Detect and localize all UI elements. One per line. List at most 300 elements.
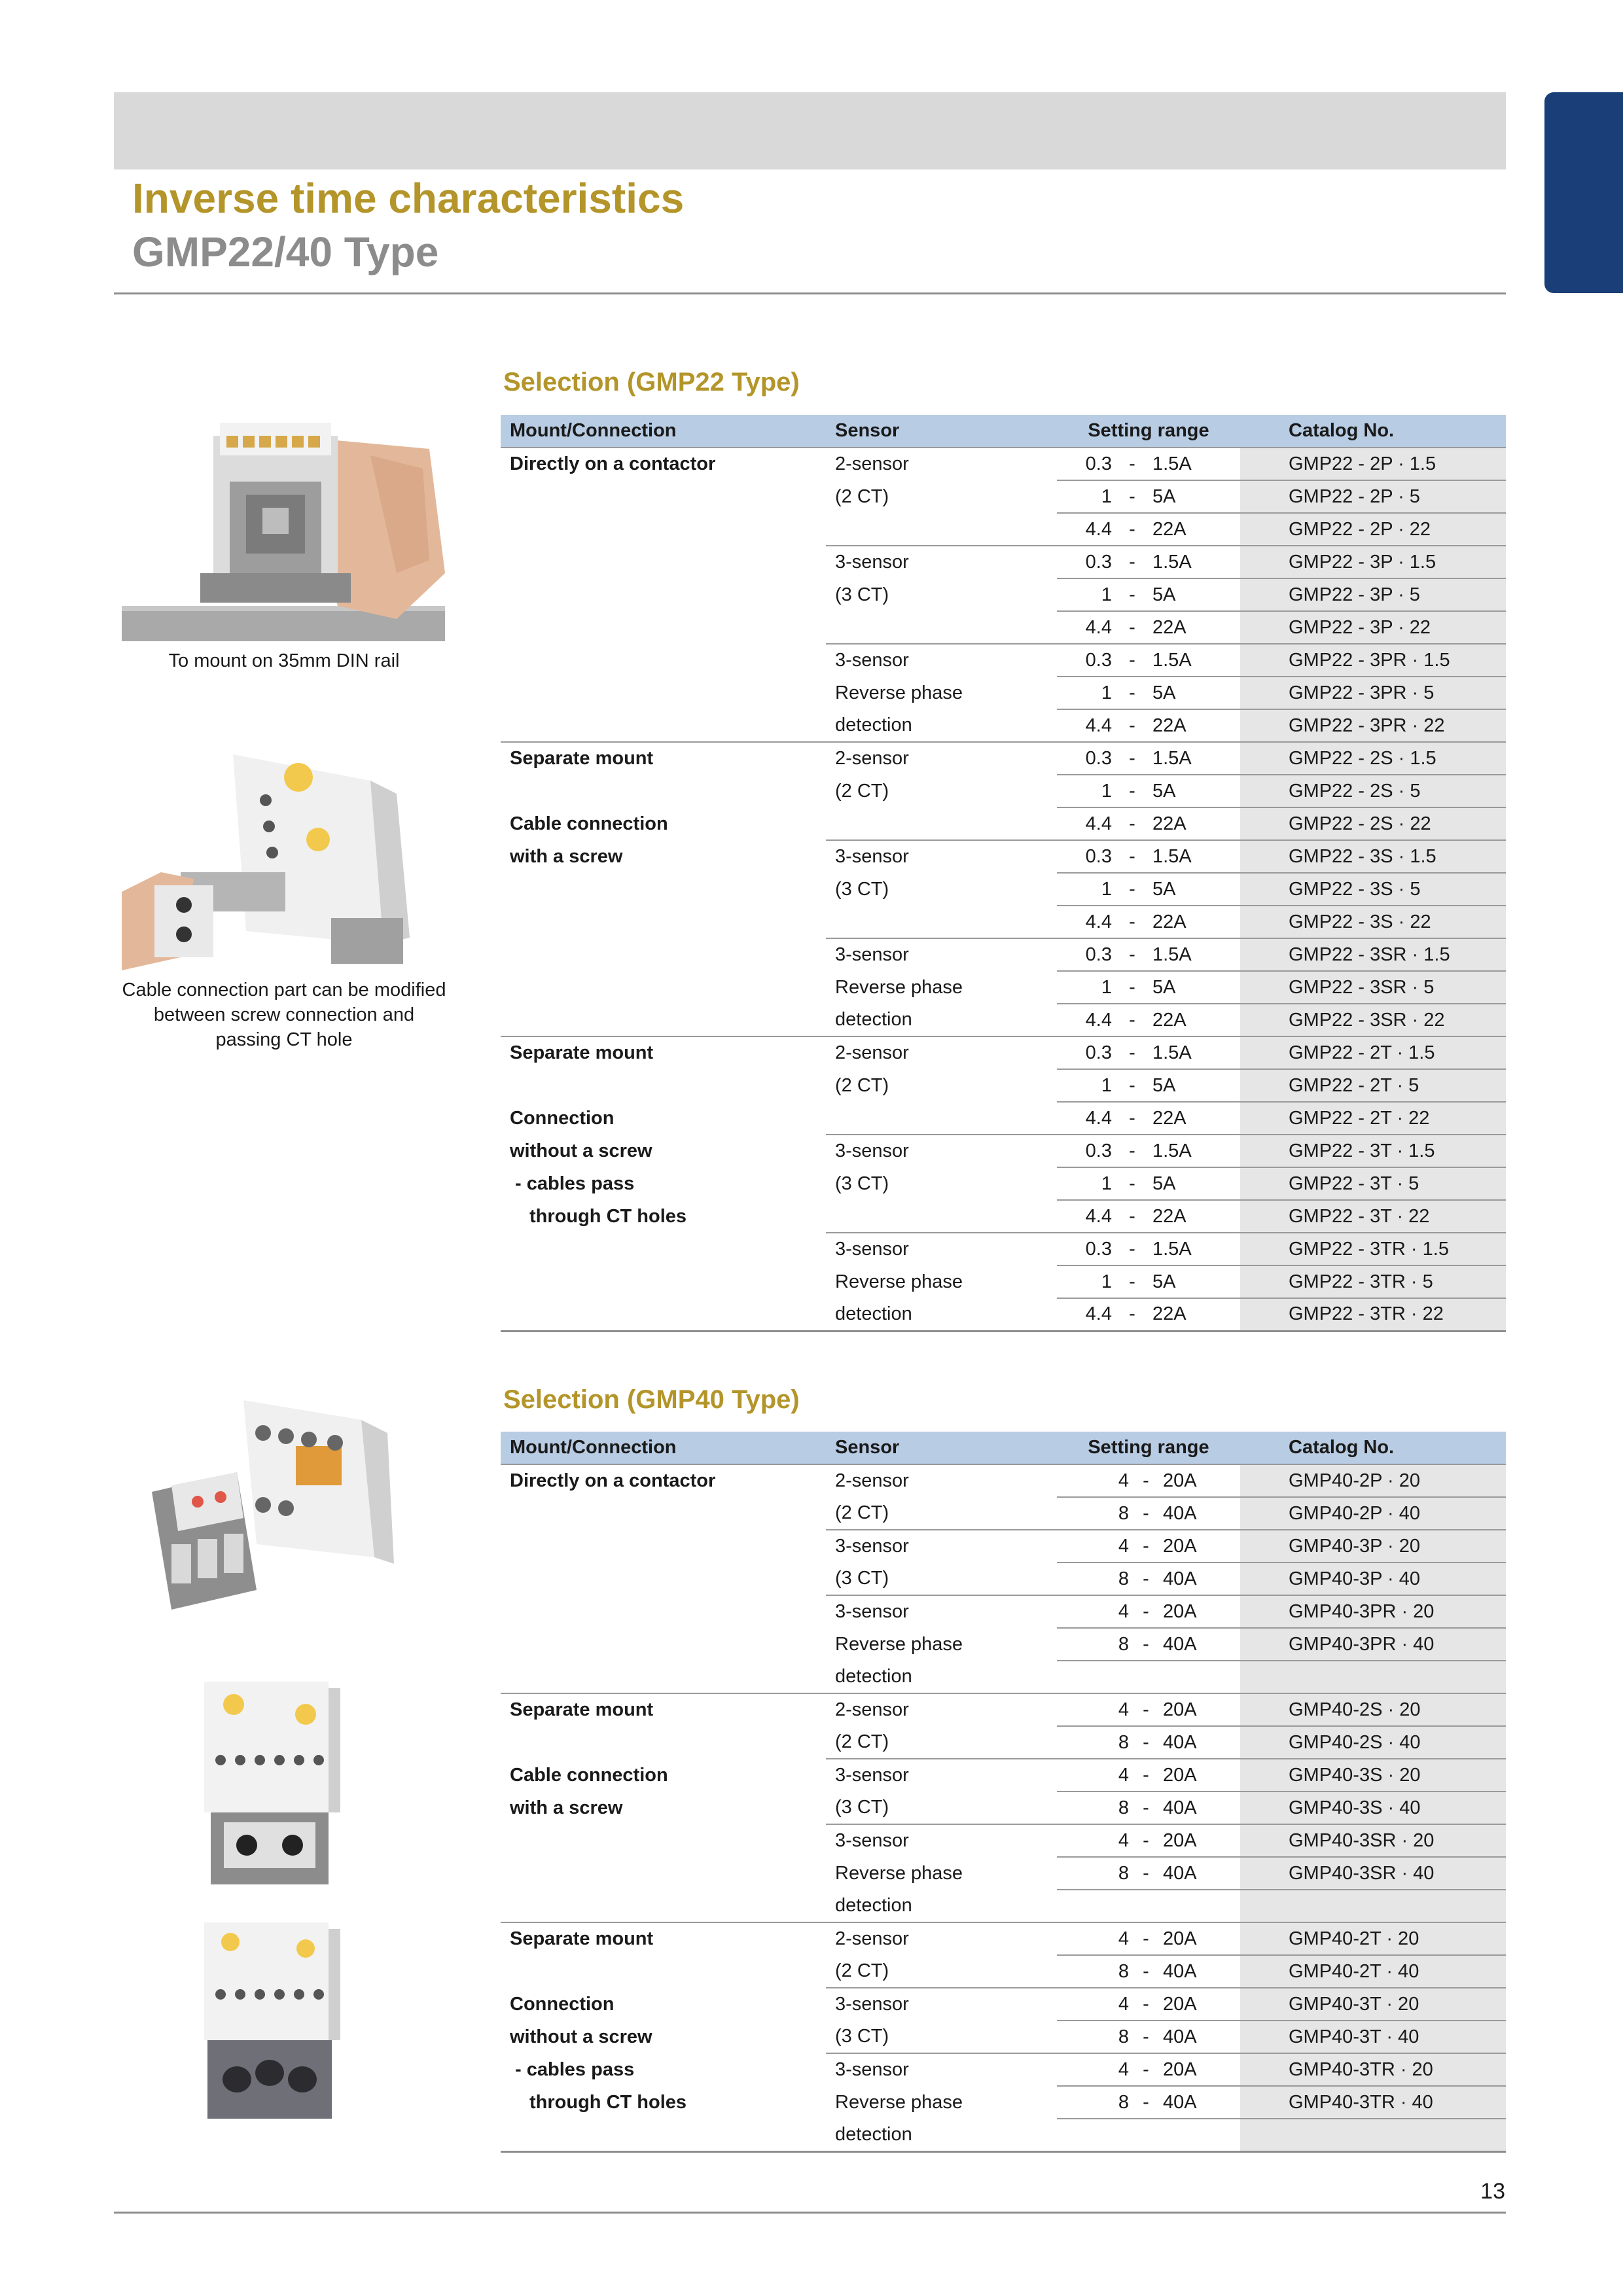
range-dash: -	[1129, 813, 1135, 834]
setting-range-value	[1057, 1103, 1240, 1134]
range-max: 5A	[1152, 1271, 1176, 1292]
setting-range-cell	[1057, 906, 1240, 938]
catalog-cell: GMP22 - 3S · 1.5	[1240, 840, 1506, 873]
table-row	[501, 2021, 1506, 2053]
setting-range-cell	[1057, 1135, 1240, 1167]
din-rail-caption: To mount on 35mm DIN rail	[168, 650, 400, 671]
header-setting-range: Setting range	[1057, 415, 1240, 448]
catalog-cell: GMP22 - 3SR · 22	[1240, 1004, 1506, 1036]
mount-cell	[501, 611, 826, 644]
sensor-cell	[826, 611, 1057, 644]
sensor-cell: Reverse phase	[835, 976, 963, 998]
catalog-cell	[1240, 2119, 1506, 2151]
setting-range-value	[1057, 1629, 1240, 1660]
setting-range-cell	[1057, 513, 1240, 546]
table-row	[501, 1004, 1506, 1036]
range-min: 8	[1118, 2091, 1129, 2113]
range-min: 8	[1118, 1502, 1129, 1524]
catalog-cell: GMP22 - 3PR · 1.5	[1240, 644, 1506, 677]
din-rail-mount-photo	[122, 410, 445, 641]
catalog-cell: GMP22 - 3S · 5	[1240, 873, 1506, 906]
mount-cell: Separate mount	[501, 1693, 826, 1726]
range-min: 8	[1118, 1960, 1129, 1982]
setting-range-cell	[1057, 1693, 1240, 1726]
setting-range-value	[1057, 546, 1240, 578]
setting-range-value	[1057, 1759, 1240, 1791]
mount-cell	[501, 1857, 826, 1890]
range-dash: -	[1129, 1271, 1135, 1292]
range-min: 1	[1101, 486, 1112, 507]
sensor-cell	[826, 807, 1057, 840]
range-dash: -	[1143, 1470, 1149, 1491]
range-max: 40A	[1163, 2026, 1197, 2047]
setting-range-value	[1057, 743, 1240, 774]
range-max: 20A	[1163, 1470, 1197, 1491]
setting-range-value	[1057, 1004, 1240, 1036]
table-row	[501, 938, 1506, 971]
setting-range-cell	[1057, 938, 1240, 971]
range-min: 1	[1101, 1173, 1112, 1194]
range-min: 4	[1118, 1928, 1129, 1949]
setting-range-value	[1057, 514, 1240, 545]
setting-range-cell	[1057, 1595, 1240, 1628]
table-row	[501, 971, 1506, 1004]
sensor-cell	[826, 513, 1057, 546]
setting-range-value	[1057, 2021, 1240, 2053]
setting-range-cell	[1057, 1069, 1240, 1102]
range-dash: -	[1143, 1568, 1149, 1589]
range-dash: -	[1143, 1862, 1149, 1884]
catalog-cell: GMP22 - 3S · 22	[1240, 906, 1506, 938]
sensor-cell: (2 CT)	[835, 1731, 889, 1752]
range-min: 4.4	[1085, 518, 1112, 540]
table-row	[501, 2119, 1506, 2151]
range-dash: -	[1129, 1042, 1135, 1063]
range-max: 22A	[1152, 616, 1186, 638]
catalog-cell: GMP40-2P · 40	[1240, 1497, 1506, 1530]
gmp40-section-title: Selection (GMP40 Type)	[503, 1385, 800, 1414]
range-max: 1.5A	[1152, 1238, 1192, 1260]
caption-line-1: Cable connection part can be modified	[122, 980, 446, 1000]
mount-cell	[501, 1661, 826, 1693]
header-sensor: Sensor	[826, 415, 1057, 448]
setting-range-value	[1057, 972, 1240, 1003]
range-dash: -	[1143, 1502, 1149, 1524]
range-min: 8	[1118, 1568, 1129, 1589]
range-max: 1.5A	[1152, 1140, 1192, 1161]
mount-cell	[501, 1233, 826, 1265]
page-title: Inverse time characteristics	[132, 175, 685, 222]
setting-range-cell	[1057, 873, 1240, 906]
catalog-cell	[1240, 1661, 1506, 1693]
range-max: 40A	[1163, 1797, 1197, 1818]
range-max: 20A	[1163, 1764, 1197, 1786]
setting-range-cell	[1057, 1857, 1240, 1890]
range-dash: -	[1129, 715, 1135, 736]
sensor-cell	[826, 1102, 1057, 1135]
range-max: 1.5A	[1152, 747, 1192, 769]
range-max: 1.5A	[1152, 453, 1192, 474]
setting-range-cell	[1057, 807, 1240, 840]
setting-range-value	[1057, 481, 1240, 512]
range-min: 1	[1101, 1074, 1112, 1096]
mount-cell	[501, 1298, 826, 1331]
setting-range-cell	[1057, 677, 1240, 709]
sensor-cell: 3-sensor	[826, 1595, 1057, 1628]
setting-range-value	[1057, 1825, 1240, 1856]
range-min: 1	[1101, 976, 1112, 998]
range-min: 4.4	[1085, 1009, 1112, 1031]
table-row	[501, 448, 1506, 480]
mount-cell: Directly on a contactor	[501, 448, 826, 480]
table-row	[501, 1530, 1506, 1563]
table-row	[501, 840, 1506, 873]
range-max: 40A	[1163, 1862, 1197, 1884]
catalog-cell: GMP22 - 3P · 5	[1240, 578, 1506, 611]
sensor-cell: 2-sensor	[826, 1922, 1057, 1955]
table-row	[501, 906, 1506, 938]
sensor-cell: (2 CT)	[835, 486, 889, 507]
catalog-cell: GMP22 - 2S · 1.5	[1240, 742, 1506, 775]
sensor-cell: 3-sensor	[826, 1233, 1057, 1265]
range-dash: -	[1143, 2058, 1149, 2080]
range-dash: -	[1129, 780, 1135, 802]
catalog-cell: GMP40-2T · 40	[1240, 1955, 1506, 1988]
sensor-cell: 2-sensor	[826, 1693, 1057, 1726]
header-catalog: Catalog No.	[1240, 1432, 1506, 1464]
table-header-row	[501, 415, 1506, 448]
table-row	[501, 2053, 1506, 2086]
catalog-cell: GMP22 - 3P · 22	[1240, 611, 1506, 644]
gmp40-separate-ct-hole-photo	[198, 1916, 342, 2125]
catalog-cell: GMP22 - 3T · 22	[1240, 1200, 1506, 1233]
range-dash: -	[1129, 1173, 1135, 1194]
sensor-cell: 2-sensor	[826, 1036, 1057, 1069]
range-dash: -	[1129, 682, 1135, 703]
mount-cell: - cables pass	[510, 1173, 635, 1194]
catalog-cell: GMP22 - 2P · 5	[1240, 480, 1506, 513]
mount-cell: Directly on a contactor	[501, 1464, 826, 1497]
catalog-cell: GMP22 - 3PR · 5	[1240, 677, 1506, 709]
table-row	[501, 1759, 1506, 1792]
setting-range-value	[1057, 677, 1240, 709]
range-max: 40A	[1163, 1502, 1197, 1524]
range-dash: -	[1129, 1205, 1135, 1227]
mount-cell	[501, 513, 826, 546]
range-min: 1	[1101, 584, 1112, 605]
sensor-cell: (2 CT)	[835, 1502, 889, 1523]
setting-range-value	[1057, 775, 1240, 807]
mount-cell: - cables pass	[510, 2058, 635, 2080]
range-max: 22A	[1152, 1107, 1186, 1129]
mount-cell: without a screw	[510, 2026, 652, 2047]
separate-mount-screw-photo	[122, 741, 410, 970]
catalog-cell: GMP22 - 2S · 5	[1240, 775, 1506, 807]
range-max: 40A	[1163, 1960, 1197, 1982]
setting-range-value	[1057, 1498, 1240, 1529]
setting-range-cell	[1057, 1824, 1240, 1857]
catalog-cell: GMP22 - 3TR · 22	[1240, 1298, 1506, 1331]
sensor-cell: (3 CT)	[835, 584, 889, 605]
sensor-cell: (2 CT)	[835, 1960, 889, 1981]
table-row	[501, 578, 1506, 611]
sensor-cell: (3 CT)	[835, 878, 889, 900]
range-dash: -	[1143, 1928, 1149, 1949]
table-row	[501, 1069, 1506, 1102]
setting-range-cell	[1057, 1167, 1240, 1200]
mount-cell	[501, 1628, 826, 1661]
catalog-cell	[1240, 1890, 1506, 1922]
range-dash: -	[1129, 845, 1135, 867]
mount-cell: through CT holes	[529, 2091, 687, 2113]
sensor-cell: 3-sensor	[826, 840, 1057, 873]
range-dash: -	[1129, 616, 1135, 638]
sensor-cell: 3-sensor	[826, 1759, 1057, 1792]
range-dash: -	[1129, 1107, 1135, 1129]
range-dash: -	[1143, 1993, 1149, 2015]
catalog-cell: GMP22 - 2S · 22	[1240, 807, 1506, 840]
gmp40-on-contactor-photo	[145, 1394, 394, 1616]
range-max: 22A	[1152, 813, 1186, 834]
setting-range-value	[1057, 710, 1240, 741]
table-row	[501, 1628, 1506, 1661]
mount-cell	[501, 1955, 826, 1988]
range-max: 1.5A	[1152, 845, 1192, 867]
range-max: 22A	[1152, 518, 1186, 540]
range-dash: -	[1143, 1764, 1149, 1786]
sensor-cell: 2-sensor	[826, 742, 1057, 775]
sensor-cell: Reverse phase	[835, 1271, 963, 1292]
mount-cell	[501, 644, 826, 677]
range-max: 1.5A	[1152, 1042, 1192, 1063]
setting-range-value	[1057, 1530, 1240, 1562]
setting-range-cell	[1057, 1036, 1240, 1069]
sensor-cell: detection	[826, 1298, 1057, 1331]
mount-cell: with a screw	[510, 1797, 623, 1818]
sensor-cell: (3 CT)	[835, 1797, 889, 1818]
setting-range-cell	[1057, 2053, 1240, 2086]
setting-range-cell	[1057, 644, 1240, 677]
setting-range-cell	[1057, 1661, 1240, 1693]
sensor-cell: Reverse phase	[835, 2091, 963, 2113]
range-dash: -	[1129, 944, 1135, 965]
table-row	[501, 1036, 1506, 1069]
range-min: 0.3	[1085, 1042, 1112, 1063]
catalog-cell: GMP40-3SR · 40	[1240, 1857, 1506, 1890]
sensor-cell: (3 CT)	[835, 1568, 889, 1589]
sensor-cell: 3-sensor	[826, 644, 1057, 677]
catalog-cell: GMP22 - 3SR · 1.5	[1240, 938, 1506, 971]
table-row	[501, 1233, 1506, 1265]
setting-range-value	[1057, 1956, 1240, 1987]
range-max: 5A	[1152, 878, 1176, 900]
range-dash: -	[1129, 1074, 1135, 1096]
range-min: 1	[1101, 682, 1112, 703]
range-dash: -	[1129, 551, 1135, 573]
setting-range-cell	[1057, 448, 1240, 480]
range-max: 22A	[1152, 1205, 1186, 1227]
setting-range-cell	[1057, 578, 1240, 611]
page-subtitle: GMP22/40 Type	[132, 228, 439, 275]
table-row	[501, 644, 1506, 677]
setting-range-value	[1057, 1299, 1240, 1330]
catalog-cell: GMP22 - 2T · 22	[1240, 1102, 1506, 1135]
sensor-cell: 2-sensor	[826, 448, 1057, 480]
range-dash: -	[1143, 2026, 1149, 2047]
setting-range-cell	[1057, 1004, 1240, 1036]
table-row	[501, 546, 1506, 578]
range-min: 4	[1118, 1993, 1129, 2015]
range-max: 20A	[1163, 1928, 1197, 1949]
sensor-cell: (3 CT)	[835, 1173, 889, 1194]
sensor-cell: Reverse phase	[835, 1633, 963, 1655]
catalog-cell: GMP40-3TR · 20	[1240, 2053, 1506, 2086]
catalog-cell: GMP22 - 3TR · 5	[1240, 1265, 1506, 1298]
mount-cell	[501, 480, 826, 513]
range-dash: -	[1143, 1699, 1149, 1720]
setting-range-cell	[1057, 1988, 1240, 2021]
catalog-cell: GMP22 - 3SR · 5	[1240, 971, 1506, 1004]
gmp22-selection-table	[501, 415, 1506, 1332]
mount-cell	[501, 1497, 826, 1530]
header-setting-range: Setting range	[1057, 1432, 1240, 1464]
setting-range-value	[1057, 1694, 1240, 1725]
catalog-cell: GMP40-2T · 20	[1240, 1922, 1506, 1955]
range-max: 1.5A	[1152, 944, 1192, 965]
range-min: 1	[1101, 878, 1112, 900]
caption-line-3: passing CT hole	[215, 1029, 353, 1050]
table-row	[501, 1988, 1506, 2021]
table-row	[501, 1922, 1506, 1955]
sensor-cell: 3-sensor	[826, 1824, 1057, 1857]
range-max: 20A	[1163, 1829, 1197, 1851]
range-min: 4.4	[1085, 616, 1112, 638]
table-row	[501, 807, 1506, 840]
range-min: 4	[1118, 1535, 1129, 1557]
mount-cell: without a screw	[510, 1140, 652, 1161]
sensor-cell: 2-sensor	[826, 1464, 1057, 1497]
setting-range-cell	[1057, 1265, 1240, 1298]
setting-range-cell	[1057, 1497, 1240, 1530]
range-max: 5A	[1152, 1173, 1176, 1194]
catalog-cell: GMP22 - 2P · 22	[1240, 513, 1506, 546]
range-max: 5A	[1152, 584, 1176, 605]
setting-range-cell	[1057, 1628, 1240, 1661]
range-dash: -	[1129, 1140, 1135, 1161]
catalog-cell: GMP40-3TR · 40	[1240, 2086, 1506, 2119]
catalog-cell: GMP22 - 2T · 1.5	[1240, 1036, 1506, 1069]
sensor-cell: 3-sensor	[826, 1530, 1057, 1563]
header-catalog: Catalog No.	[1240, 415, 1506, 448]
table-row	[501, 1563, 1506, 1595]
range-min: 4	[1118, 1764, 1129, 1786]
table-row	[501, 1200, 1506, 1233]
range-dash: -	[1129, 878, 1135, 900]
chapter-tab[interactable]	[1544, 92, 1623, 293]
setting-range-cell	[1057, 1726, 1240, 1759]
range-dash: -	[1129, 911, 1135, 932]
table-row	[501, 775, 1506, 807]
range-max: 40A	[1163, 1568, 1197, 1589]
mount-cell	[501, 709, 826, 742]
range-max: 40A	[1163, 1731, 1197, 1753]
setting-range-cell	[1057, 1955, 1240, 1988]
setting-range-cell	[1057, 1759, 1240, 1792]
range-max: 22A	[1152, 715, 1186, 736]
catalog-cell: GMP40-2P · 20	[1240, 1464, 1506, 1497]
range-min: 4.4	[1085, 1205, 1112, 1227]
mount-cell	[501, 1824, 826, 1857]
cable-connection-caption	[114, 978, 454, 1052]
setting-range-value	[1057, 1135, 1240, 1167]
table-row	[501, 709, 1506, 742]
table-row	[501, 1167, 1506, 1200]
mount-cell	[501, 1890, 826, 1922]
setting-range-cell	[1057, 1200, 1240, 1233]
range-min: 4.4	[1085, 1303, 1112, 1325]
setting-range-value	[1057, 1266, 1240, 1298]
mount-cell	[501, 1530, 826, 1563]
table-row	[501, 1298, 1506, 1331]
mount-cell: Connection	[510, 1107, 615, 1129]
table-row	[501, 480, 1506, 513]
table-row	[501, 1824, 1506, 1857]
range-dash: -	[1129, 649, 1135, 671]
mount-cell: Separate mount	[501, 742, 826, 775]
header-mount: Mount/Connection	[501, 1432, 826, 1464]
mount-cell	[501, 1265, 826, 1298]
range-max: 22A	[1152, 1009, 1186, 1031]
range-dash: -	[1129, 747, 1135, 769]
table-row	[501, 2086, 1506, 2119]
range-max: 40A	[1163, 1633, 1197, 1655]
range-min: 4	[1118, 2058, 1129, 2080]
mount-cell	[501, 873, 826, 906]
range-min: 1	[1101, 1271, 1112, 1292]
gmp22-section-title: Selection (GMP22 Type)	[503, 368, 800, 397]
setting-range-cell	[1057, 1890, 1240, 1922]
range-dash: -	[1129, 1009, 1135, 1031]
range-min: 4	[1118, 1699, 1129, 1720]
setting-range-cell	[1057, 611, 1240, 644]
range-min: 0.3	[1085, 551, 1112, 573]
range-max: 5A	[1152, 1074, 1176, 1096]
mount-cell	[501, 1069, 826, 1102]
range-max: 22A	[1152, 1303, 1186, 1325]
setting-range-cell	[1057, 480, 1240, 513]
range-dash: -	[1129, 1238, 1135, 1260]
catalog-cell: GMP22 - 2P · 1.5	[1240, 448, 1506, 480]
sensor-cell: detection	[826, 2119, 1057, 2151]
catalog-cell: GMP40-2S · 20	[1240, 1693, 1506, 1726]
range-min: 0.3	[1085, 1238, 1112, 1260]
table-header-row	[501, 1432, 1506, 1464]
mount-cell	[501, 775, 826, 807]
sensor-cell: detection	[835, 1666, 912, 1687]
table-row	[501, 1792, 1506, 1824]
setting-range-value	[1057, 579, 1240, 610]
range-dash: -	[1129, 584, 1135, 605]
setting-range-cell	[1057, 775, 1240, 807]
header-mount: Mount/Connection	[501, 415, 826, 448]
mount-cell	[501, 578, 826, 611]
range-dash: -	[1143, 1600, 1149, 1622]
sensor-cell: 3-sensor	[826, 1135, 1057, 1167]
setting-range-value	[1057, 1858, 1240, 1889]
range-min: 8	[1118, 1797, 1129, 1818]
range-min: 8	[1118, 1731, 1129, 1753]
table-row	[501, 1464, 1506, 1497]
